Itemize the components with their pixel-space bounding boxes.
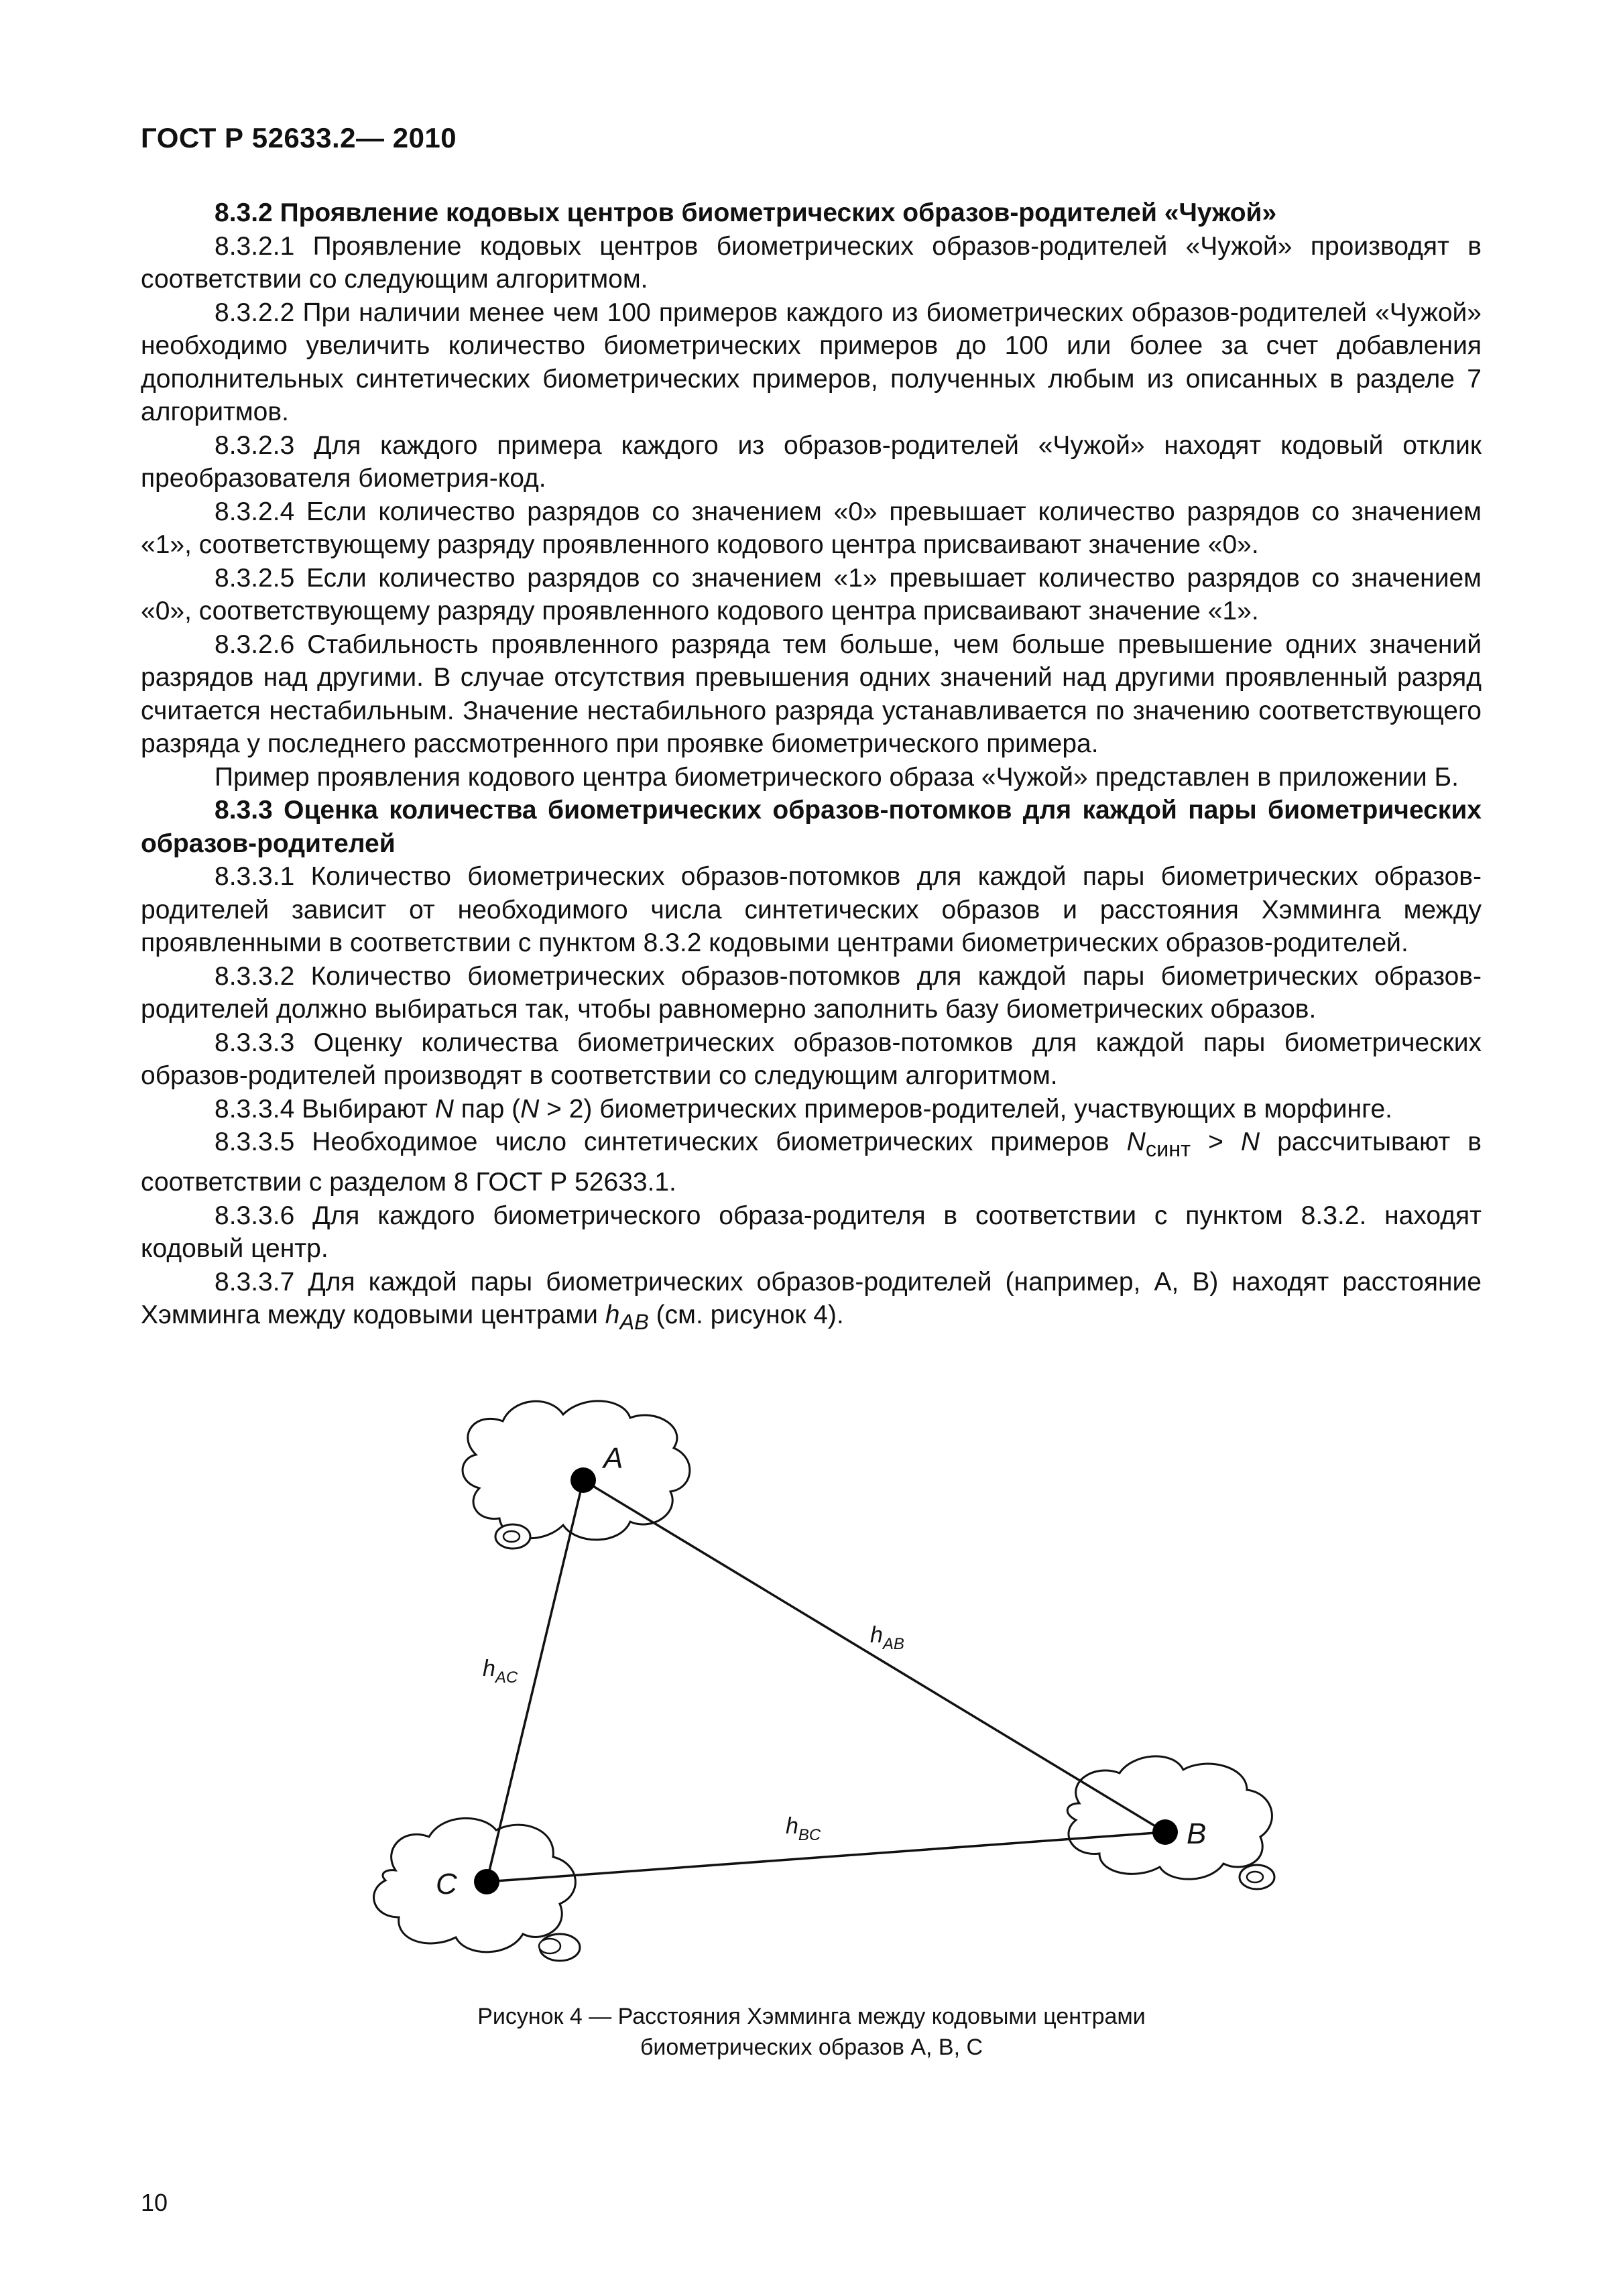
paragraph-8-3-3-7 xyxy=(141,1266,1482,1339)
edge-a-b xyxy=(583,1480,1165,1832)
paragraph-8-3-3-5 xyxy=(141,1126,1482,1199)
document-body xyxy=(141,196,1482,1339)
hamming-distance-figure xyxy=(322,1381,1341,1984)
paragraph-8-3-3-1: 8.3.3.1 Количество биометрических образов-потомков для каждой пары биометрических образов-родителей зависит от необходимого числа синтетических образов и расстояния Хэмминга между проявленными в соответствии с пунктом 8.3.2 кодовыми центрами биометрических образов-родителей. xyxy=(141,862,1482,957)
variable-n: N xyxy=(520,1094,540,1124)
label-b: B xyxy=(1187,1817,1207,1850)
label-c: C xyxy=(436,1868,457,1900)
text-run: пар ( xyxy=(453,1094,521,1124)
caption-line-1: Рисунок 4 — Расстояния Хэмминга между кодовыми центрами xyxy=(477,2004,1146,2029)
point-c xyxy=(474,1869,499,1894)
paragraph-8-3-2-3: 8.3.2.3 Для каждого примера каждого из образов-родителей «Чужой» находят кодовый отклик преобразователя биометрия-код. xyxy=(141,430,1482,493)
label-h-bc: $h_{BC}$ xyxy=(786,1813,821,1844)
point-a xyxy=(570,1467,596,1493)
paragraph-example: Пример проявления кодового центра биометрического образа «Чужой» представлен в приложении Б. xyxy=(215,762,1459,792)
point-b xyxy=(1152,1819,1178,1845)
paragraph-8-3-3-3: 8.3.3.3 Оценку количества биометрических образов-потомков для каждой пары биометрических образов-родителей производят в соответствии со следующим алгоритмом. xyxy=(141,1028,1482,1090)
paragraph-8-3-2-6: 8.3.2.6 Стабильность проявленного разряда тем больше, чем больше превышение одних значений разрядов над другими. В случае отсутствия превышения одних значений над другими проявленный разряд считается нестабильным. Значение нестабильного разряда устанавливается по значению соответствующего разряда у последнего рассмотренного при проявке биометрического примера. xyxy=(141,629,1482,758)
variable-n: N xyxy=(1240,1128,1260,1156)
heading-8-3-3: 8.3.3 Оценка количества биометрических образов-потомков для каждой пары биометрических образов-родителей xyxy=(141,796,1482,858)
cloud-b-puff xyxy=(1247,1872,1263,1882)
paragraph-8-3-3-6: 8.3.3.6 Для каждого биометрического образа-родителя в соответствии с пунктом 8.3.2. находят кодовый центр. xyxy=(141,1201,1482,1264)
variable-h: h xyxy=(605,1301,620,1330)
edge-b-c xyxy=(487,1832,1165,1882)
text-run: рассчитывают в соответствии с разделом 8 ГОСТ Р 52633.1. xyxy=(141,1128,1482,1197)
variable-n-synt: N xyxy=(1126,1128,1146,1156)
document-header: ГОСТ Р 52633.2— 2010 xyxy=(141,122,457,154)
text-run: > xyxy=(1191,1128,1241,1156)
heading-8-3-2: 8.3.2 Проявление кодовых центров биометрических образов-родителей «Чужой» xyxy=(215,198,1277,227)
caption-line-2: биометрических образов А, В, С xyxy=(640,2035,983,2060)
page-number: 10 xyxy=(141,2189,168,2216)
cloud-a-puff xyxy=(503,1531,520,1542)
text-run: (см. рисунок 4). xyxy=(648,1301,844,1330)
label-a: A xyxy=(603,1442,623,1475)
figure-caption xyxy=(0,2001,1623,2063)
paragraph-8-3-3-4 xyxy=(141,1093,1482,1126)
text-run: 8.3.3.7 Для каждой пары биометрических образов-родителей (например, А, В) находят расстояние Хэмминга между кодовыми центрами xyxy=(141,1267,1482,1330)
text-run: 8.3.3.5 Необходимое число синтетических биометрических примеров xyxy=(215,1128,1127,1156)
subscript-ab: AB xyxy=(619,1310,649,1335)
text-run: 8.3.3.4 Выбирают xyxy=(215,1094,435,1124)
variable-n: N xyxy=(434,1094,454,1124)
paragraph-8-3-2-1: 8.3.2.1 Проявление кодовых центров биометрических образов-родителей «Чужой» производят в соответствии со следующим алгоритмом. xyxy=(141,231,1482,294)
cloud-b xyxy=(1067,1756,1272,1879)
paragraph-8-3-2-4: 8.3.2.4 Если количество разрядов со значением «0» превышает количество разрядов со значением «1», соответствующему разряду проявленного кодового центра присваивают значение «0». xyxy=(141,497,1482,559)
label-h-ab: $h_{AB}$ xyxy=(870,1622,904,1653)
subscript-synt: синт xyxy=(1145,1136,1191,1161)
text-run: > 2) биометрических примеров-родителей, участвующих в морфинге. xyxy=(539,1094,1392,1124)
paragraph-8-3-2-2: 8.3.2.2 При наличии менее чем 100 примеров каждого из биометрических образов-родителей «Чужой» необходимо увеличить количество биометрических примеров до 100 или более за счет добавления дополнительных синтетических биометрических примеров, полученных любым из описанных в разделе 7 алгоритмов. xyxy=(141,298,1482,426)
paragraph-8-3-3-2: 8.3.3.2 Количество биометрических образов-потомков для каждой пары биометрических образов-родителей должно выбираться так, чтобы равномерно заполнить базу биометрических образов. xyxy=(141,961,1482,1024)
cloud-c-puff xyxy=(539,1939,560,1953)
paragraph-8-3-2-5: 8.3.2.5 Если количество разрядов со значением «1» превышает количество разрядов со значением «0», соответствующему разряду проявленного кодового центра присваивают значение «1». xyxy=(141,563,1482,625)
label-h-ac: $h_{AC}$ xyxy=(483,1656,518,1687)
